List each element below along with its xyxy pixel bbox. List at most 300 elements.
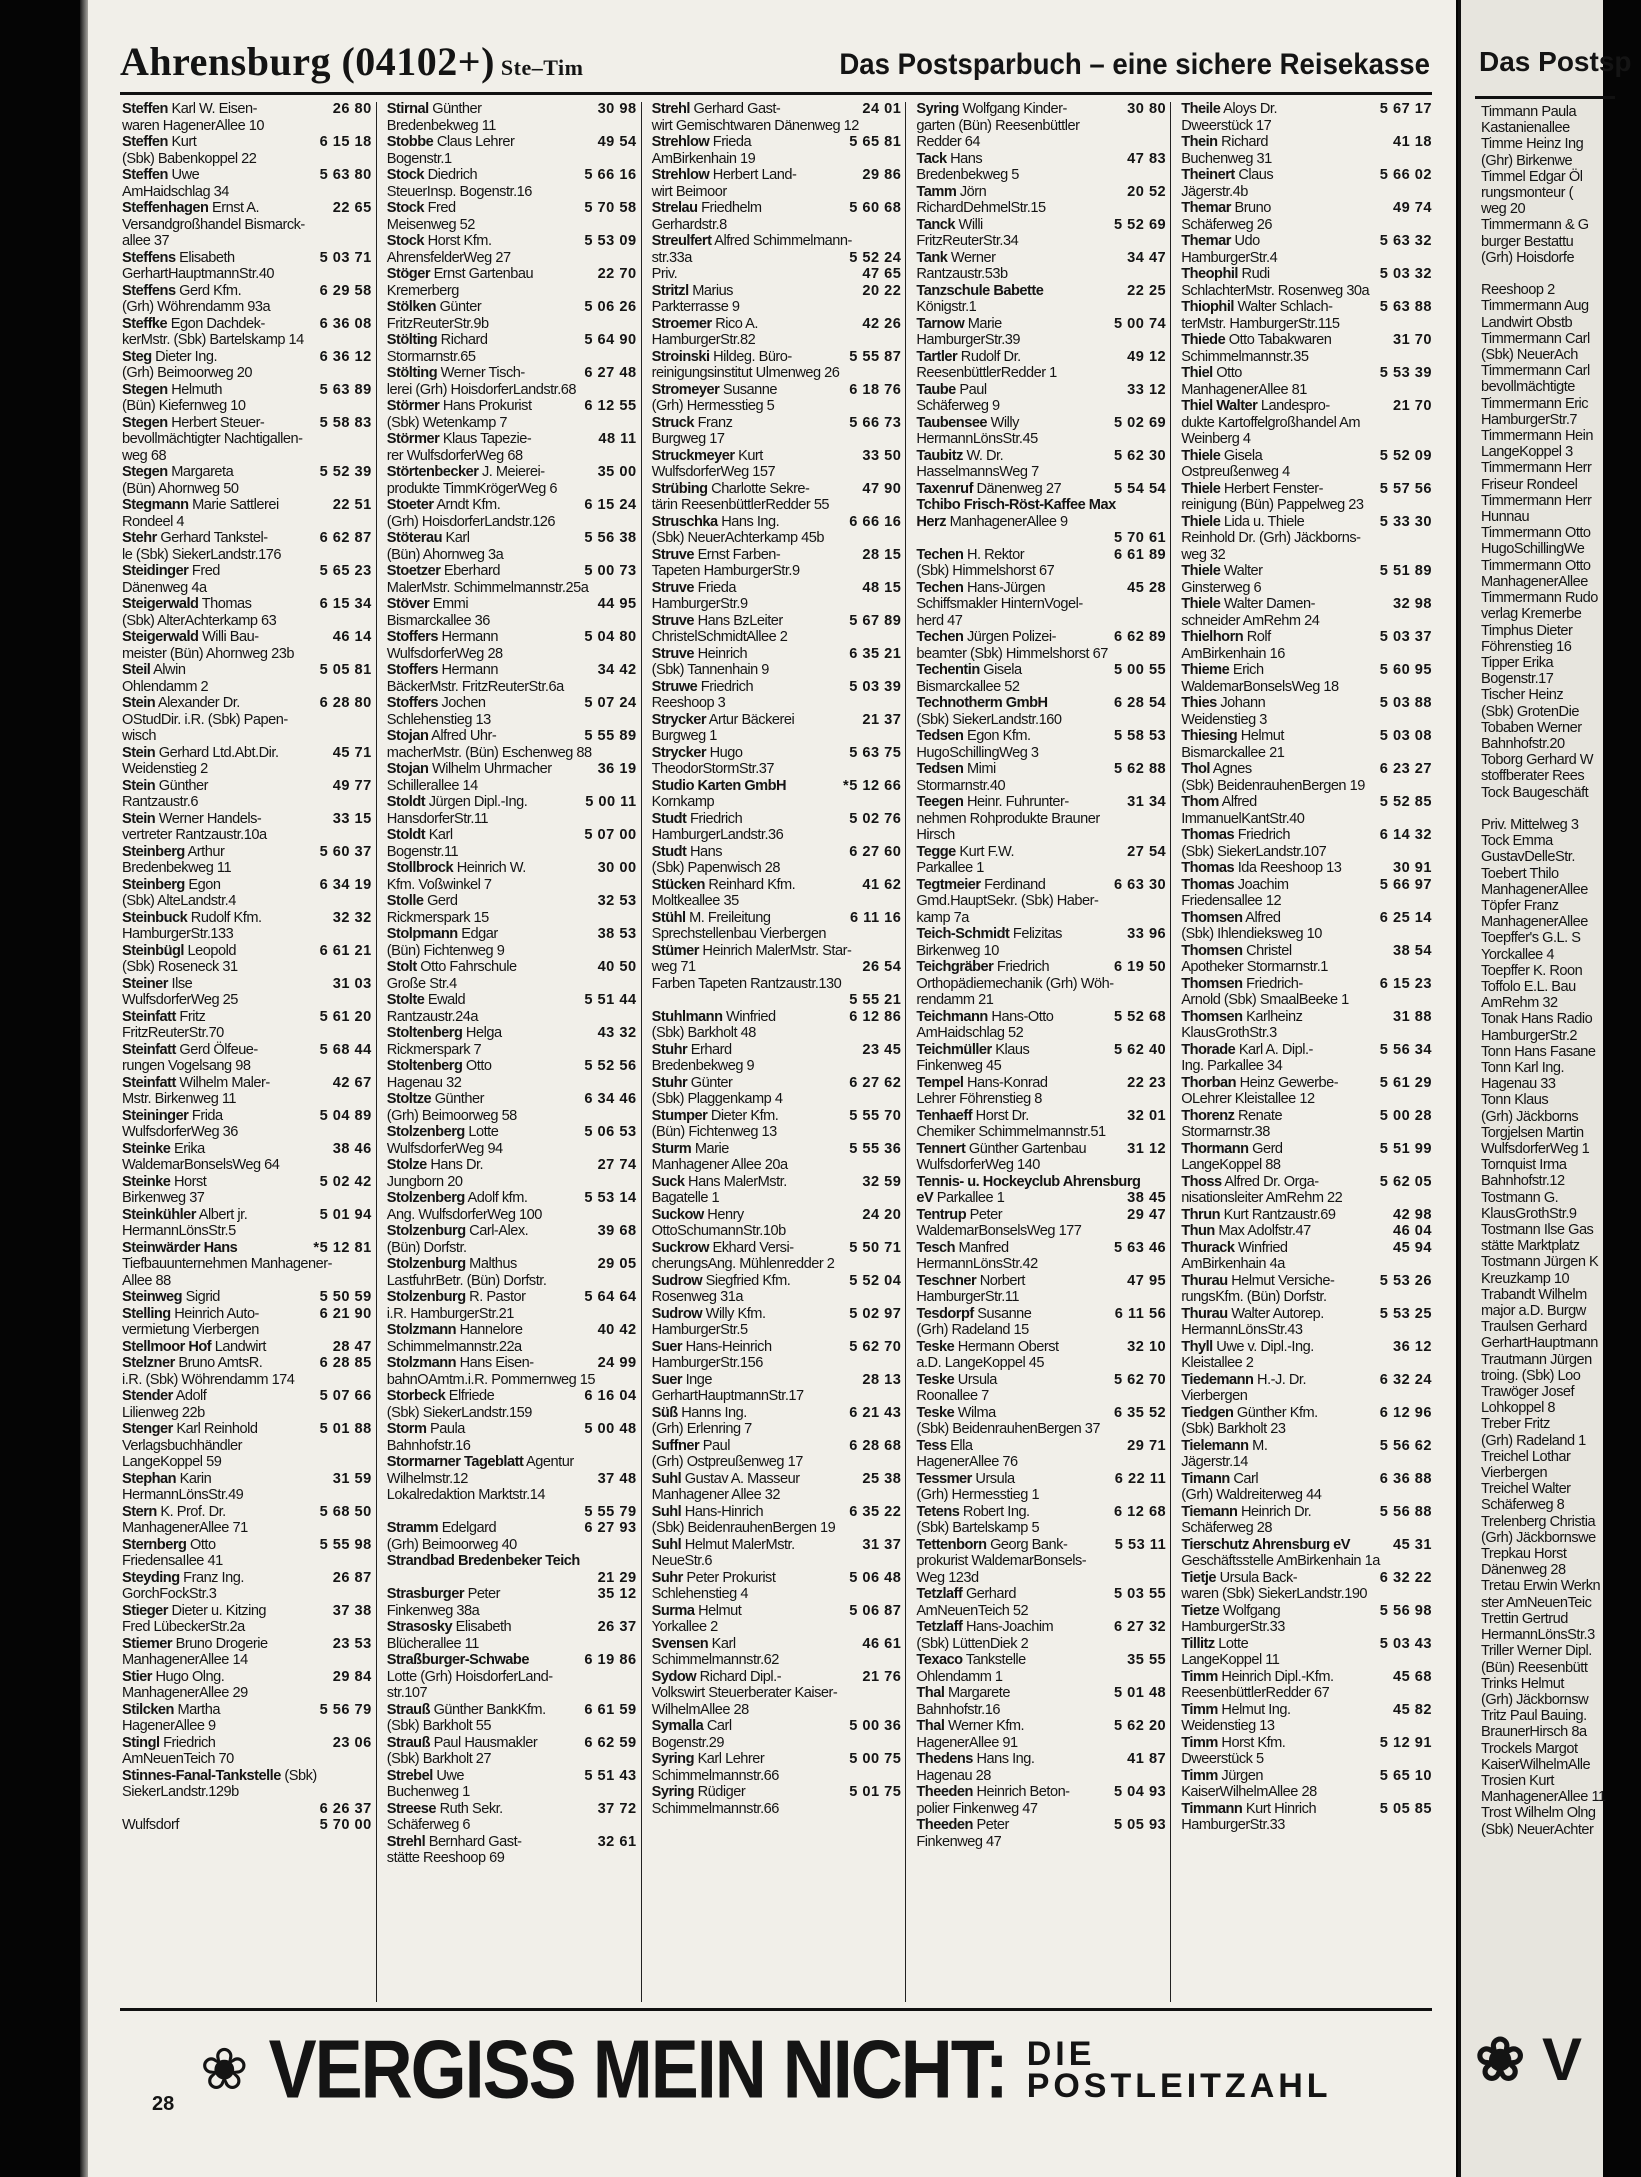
listing-entry <box>1181 1637 1432 1653</box>
entry-phone: 5 12 91 <box>1379 1734 1432 1751</box>
entry-text <box>122 977 327 993</box>
listing-entry <box>1181 1340 1432 1356</box>
listing-entry <box>1181 1554 1432 1570</box>
listing-entry <box>122 1323 372 1339</box>
entry-text <box>387 251 631 267</box>
entry-name: Suhl <box>651 1470 682 1487</box>
entry-phone: 29 05 <box>597 1256 637 1272</box>
entry-name: Sudrow <box>651 1305 703 1322</box>
entry-name: Surma <box>651 1602 695 1619</box>
entry-detail: Hanns Ing. <box>677 1404 747 1421</box>
adjacent-entry: Torgjelsen Martin <box>1481 1124 1584 1141</box>
entry-detail: HamburgerStr.5 <box>651 1322 748 1338</box>
entry-detail: AhrensfelderWeg 27 <box>386 249 511 266</box>
entry-detail: Norbert <box>976 1272 1025 1289</box>
entry-detail: AmNeuenTeich 52 <box>916 1602 1029 1619</box>
entry-phone: 5 03 88 <box>1379 695 1432 711</box>
entry-text <box>1181 1686 1426 1702</box>
entry-detail: ReesenbüttlerRedder 67 <box>1181 1685 1330 1701</box>
listing-entry <box>387 1620 637 1636</box>
listing-entry <box>122 465 372 481</box>
entry-text <box>122 284 314 300</box>
listing-entry <box>1181 1092 1432 1108</box>
entry-text <box>387 713 631 729</box>
page-header <box>120 30 1430 88</box>
listing-entry <box>387 201 637 217</box>
entry-text <box>652 449 857 465</box>
entry-text <box>1181 1439 1374 1455</box>
entry-detail: Hans Dr. <box>426 1157 484 1173</box>
adjacent-entry: ManhagenerAllee <box>1481 914 1588 931</box>
entry-detail: Farben Tapeten Rantzaustr.130 <box>651 975 842 992</box>
entry-name: Steinweg <box>122 1289 183 1305</box>
entry-detail: Kremerberg <box>386 282 459 299</box>
entry-name: Stöver <box>386 596 430 612</box>
entry-text <box>916 845 1121 861</box>
entry-detail: Helmut <box>1237 728 1284 744</box>
entry-text <box>652 1323 896 1339</box>
entry-phone: 24 99 <box>597 1355 637 1371</box>
entry-text <box>122 597 314 613</box>
entry-detail: (Sbk) AlteLandstr.4 <box>122 893 236 909</box>
entry-name: Stücken <box>651 876 705 893</box>
entry-text <box>652 1208 857 1224</box>
entry-text <box>652 1224 896 1240</box>
entry-text <box>122 1670 327 1686</box>
entry-text <box>1181 1092 1426 1108</box>
listing-entry <box>1181 1323 1432 1339</box>
entry-text <box>122 845 314 861</box>
listing-entry <box>652 762 902 778</box>
entry-detail: Jörn <box>956 183 987 200</box>
adjacent-entry: Traulsen Gerhard <box>1481 1319 1587 1336</box>
listing-entry <box>916 581 1166 597</box>
adjacent-entry: (Grh) Radeland 1 <box>1481 1432 1586 1449</box>
listing-entry <box>1181 1472 1432 1488</box>
entry-text <box>387 1109 631 1125</box>
listing-entry <box>387 1125 637 1141</box>
entry-phone: 38 45 <box>1127 1190 1167 1206</box>
listing-entry <box>652 1208 902 1224</box>
entry-detail: Ing. Parkallee 34 <box>1181 1058 1283 1074</box>
entry-phone: 32 10 <box>1127 1338 1167 1355</box>
entry-text <box>387 663 592 679</box>
listing-entry <box>122 1818 372 1834</box>
listing-entry <box>916 383 1166 399</box>
entry-detail: Helmut Versiche- <box>1227 1272 1335 1289</box>
entry-text <box>1181 1719 1426 1735</box>
listing-entry <box>1181 828 1432 844</box>
entry-detail: Hans <box>946 150 983 167</box>
listing-entry <box>387 185 637 201</box>
entry-detail: Günther <box>155 777 208 794</box>
entry-detail: Emmi <box>429 596 469 612</box>
entry-phone: 6 19 50 <box>1113 959 1167 975</box>
listing-entry <box>122 1109 372 1125</box>
listing-entry <box>387 1802 637 1818</box>
entry-phone: 5 62 20 <box>1113 1718 1167 1734</box>
entry-text <box>916 1274 1121 1290</box>
listing-entry <box>122 1142 372 1158</box>
entry-name: Stolpmann <box>386 926 458 942</box>
listing-entry <box>916 1455 1166 1471</box>
listing-entry <box>916 482 1166 498</box>
entry-text <box>652 1158 896 1174</box>
listing-entry <box>387 977 637 993</box>
entry-text <box>1181 515 1374 531</box>
entry-detail: Rüdiger <box>694 1784 746 1800</box>
listing-entry <box>1181 1224 1432 1240</box>
entry-detail: Lida u. Thiele <box>1220 513 1305 530</box>
listing-entry <box>916 1802 1166 1818</box>
listing-entry <box>122 1224 372 1240</box>
entry-detail: (Bün) Fichtenweg 9 <box>386 942 505 959</box>
adjacent-entry: Priv. Mittelweg 3 <box>1481 816 1579 833</box>
entry-text <box>387 1125 579 1141</box>
listing-entry <box>1181 317 1432 333</box>
listing-entry <box>387 1043 637 1059</box>
listing-entry <box>1181 515 1432 531</box>
entry-detail: Dänenweg 4a <box>122 579 207 596</box>
name-range: Ste–Tim <box>500 55 584 80</box>
entry-detail: Kleistallee 2 <box>1181 1355 1254 1371</box>
entry-text <box>1181 1142 1374 1158</box>
entry-text <box>916 1686 1108 1702</box>
listing-entry <box>122 614 372 630</box>
entry-text <box>652 1505 844 1521</box>
entry-text <box>916 1125 1160 1141</box>
entry-phone: 38 54 <box>1392 942 1432 959</box>
listing-entry <box>916 1670 1166 1686</box>
entry-name: Stroemer <box>651 315 712 332</box>
entry-detail: Stormarnstr.65 <box>386 348 476 365</box>
listing-entry <box>387 1686 637 1702</box>
entry-text <box>652 300 896 316</box>
entry-text <box>387 795 579 811</box>
entry-phone: 5 70 00 <box>319 1817 372 1833</box>
entry-phone: 5 00 74 <box>1113 315 1167 332</box>
entry-text <box>387 1703 579 1719</box>
entry-detail: Kfm. Voßwinkel 7 <box>386 876 492 893</box>
listing-entry <box>652 630 902 646</box>
entry-text <box>1181 1472 1374 1488</box>
listing-entry <box>1181 663 1432 679</box>
entry-text <box>916 894 1160 910</box>
entry-text <box>1181 861 1387 877</box>
entry-detail: i.R. HamburgerStr.21 <box>386 1305 514 1322</box>
entry-text <box>652 267 857 283</box>
entry-text <box>122 1422 314 1438</box>
entry-detail: Paul <box>699 1437 730 1454</box>
entry-text <box>122 515 366 531</box>
listing-entry <box>1181 218 1432 234</box>
listing-entry <box>1181 1455 1432 1471</box>
entry-detail: Schimmelmannstr.66 <box>651 1800 779 1817</box>
listing-entry <box>1181 1059 1432 1075</box>
entry-detail: Kurt Rantzaustr.69 <box>1220 1206 1336 1223</box>
listing-entry <box>387 1554 637 1570</box>
entry-name: Themar <box>1181 233 1231 249</box>
entry-text <box>387 1455 631 1471</box>
entry-phone: 25 38 <box>862 1470 902 1487</box>
listing-entry <box>652 1653 902 1669</box>
entry-text <box>652 1092 896 1108</box>
entry-text <box>387 333 579 349</box>
listing-entry <box>387 1439 637 1455</box>
entry-detail: Große Str.4 <box>386 975 457 992</box>
entry-text <box>387 1587 592 1603</box>
listing-entry <box>122 185 372 201</box>
entry-name: Struwe <box>651 678 698 695</box>
adjacent-entry: Trabandt Wilhelm <box>1481 1286 1587 1303</box>
entry-text <box>387 762 592 778</box>
adjacent-entry: Tostmann Ilse Gas <box>1481 1222 1594 1239</box>
entry-detail: Jägerstr.4b <box>1181 183 1248 200</box>
banner-line-2: POSTLEITZAHL <box>1026 2067 1332 2105</box>
listing-entry <box>1181 300 1432 316</box>
entry-phone: 33 50 <box>862 447 902 464</box>
listing-entry <box>1181 795 1432 811</box>
entry-name: Stiemer <box>122 1635 173 1652</box>
entry-text <box>122 1604 327 1620</box>
listing-entry <box>1181 1010 1432 1026</box>
entry-text <box>1181 1752 1426 1768</box>
listing-entry <box>122 383 372 399</box>
entry-detail: Marie <box>691 1140 729 1157</box>
entry-text <box>387 1191 579 1207</box>
entry-detail: Fred <box>424 200 456 216</box>
entry-phone: 6 28 68 <box>849 1437 902 1454</box>
listing-entry <box>122 779 372 795</box>
listing-entry <box>916 779 1166 795</box>
entry-detail: HamburgerStr.9 <box>651 596 748 612</box>
entry-name: Steigerwald <box>122 629 199 645</box>
entry-detail: Bredenbekweg 9 <box>651 1058 755 1074</box>
entry-detail: Horst <box>170 1173 207 1190</box>
entry-phone: 28 15 <box>862 546 902 563</box>
entry-detail: Heinrich MalerMstr. Star- <box>698 942 852 959</box>
entry-text <box>122 581 366 597</box>
entry-text <box>1181 1455 1426 1471</box>
entry-name: Techen <box>916 629 964 645</box>
entry-name: Storm <box>386 1421 427 1437</box>
entry-phone: 6 35 22 <box>849 1503 902 1520</box>
entry-detail: Heinr. Fuhrunter- <box>963 794 1069 810</box>
entry-detail: Winfried <box>722 1008 776 1025</box>
listing-entry <box>652 1472 902 1488</box>
adjacent-entry: ManhagenerAllee <box>1481 881 1588 898</box>
listing-entry <box>122 845 372 861</box>
entry-phone: 29 86 <box>862 167 902 183</box>
entry-text <box>916 1241 1108 1257</box>
listing-entry <box>122 135 372 151</box>
entry-name: Thiele <box>1181 447 1221 464</box>
entry-text <box>916 152 1121 168</box>
entry-name: Tesdorpf <box>916 1305 974 1322</box>
entry-name: Tartler <box>916 348 958 365</box>
page-number: 28 <box>152 2093 175 2115</box>
entry-detail: Hans-Jürgen <box>963 579 1046 596</box>
listing-entry <box>1181 878 1432 894</box>
entry-name: Suckow <box>651 1206 704 1223</box>
entry-text <box>916 779 1160 795</box>
entry-text <box>916 1703 1160 1719</box>
entry-text <box>122 383 314 399</box>
entry-name: Steffen <box>122 101 168 117</box>
entry-detail: Helga <box>462 1025 502 1041</box>
listing-entry <box>387 845 637 861</box>
entry-text <box>652 465 896 481</box>
entry-text <box>916 432 1160 448</box>
entry-detail: Gerhard Gast- <box>689 101 781 117</box>
entry-text <box>387 1142 631 1158</box>
listing-entry <box>652 1736 902 1752</box>
listing-entry <box>1181 1818 1432 1834</box>
entry-detail: Hannelore <box>456 1322 523 1338</box>
entry-text <box>652 1521 896 1537</box>
entry-phone: 6 28 54 <box>1113 695 1167 711</box>
listing-entry <box>1181 762 1432 778</box>
entry-detail: Johann <box>1216 695 1266 711</box>
entry-detail: Bismarckallee 21 <box>1181 744 1285 761</box>
entry-phone: 5 63 46 <box>1113 1239 1167 1256</box>
entry-text <box>652 102 857 118</box>
entry-detail: Dweerstück 5 <box>1181 1751 1264 1767</box>
entry-text <box>652 333 896 349</box>
listing-entry <box>652 1175 902 1191</box>
entry-name: Stoffers <box>386 629 438 645</box>
listing-entry <box>1181 680 1432 696</box>
entry-detail: HamburgerStr.33 <box>1181 1619 1285 1635</box>
entry-text <box>652 366 896 382</box>
entry-name: Stollbrock <box>386 860 454 876</box>
listing-entry <box>652 1109 902 1125</box>
listing-entry <box>1181 416 1432 432</box>
listing-entry <box>122 333 372 349</box>
entry-detail: Walter <box>1220 563 1263 579</box>
entry-text <box>387 1208 631 1224</box>
listing-entry <box>122 102 372 118</box>
listing-entry <box>916 1158 1166 1174</box>
entry-text <box>1181 1571 1374 1587</box>
entry-phone: 6 28 80 <box>319 695 372 711</box>
entry-phone: 20 22 <box>862 282 902 299</box>
entry-phone: 6 32 22 <box>1379 1569 1432 1586</box>
entry-name: Stojan <box>386 761 429 777</box>
entry-name: Theile <box>1181 101 1221 117</box>
entry-name: Syring <box>916 101 959 117</box>
listing-entry <box>1181 1521 1432 1537</box>
entry-text <box>1181 1637 1374 1653</box>
entry-name: Thomsen <box>1181 942 1243 959</box>
entry-detail: Hirsch <box>916 827 955 843</box>
entry-phone: 6 27 32 <box>1113 1619 1167 1635</box>
entry-phone: 5 01 88 <box>319 1421 372 1437</box>
entry-detail: Willy Kfm. <box>702 1305 766 1322</box>
listing-entry <box>122 993 372 1009</box>
adjacent-entry: BraunerHirsch 8a <box>1481 1724 1587 1741</box>
entry-text <box>916 515 1160 531</box>
listing-entry <box>122 482 372 498</box>
listing-entry <box>122 696 372 712</box>
entry-detail: Buchenweg 31 <box>1181 150 1272 167</box>
entry-text <box>1181 1109 1374 1125</box>
entry-name: Stormarner Tageblatt <box>386 1454 524 1470</box>
entry-phone: 5 63 80 <box>319 167 372 183</box>
entry-text <box>387 1439 631 1455</box>
entry-detail: Günther Kfm. <box>1233 1404 1318 1421</box>
entry-detail: Wilhelmstr.12 <box>386 1470 468 1487</box>
entry-detail: Erhard <box>687 1041 732 1058</box>
listing-entry <box>652 515 902 531</box>
listing-entry <box>387 449 637 465</box>
listing-entry <box>916 977 1166 993</box>
entry-detail: Jochen <box>437 695 486 711</box>
entry-phone: 48 11 <box>598 431 637 447</box>
listing-entry <box>916 1472 1166 1488</box>
adjacent-entry: Trepkau Horst <box>1481 1546 1567 1563</box>
entry-detail: (Grh) Waldreiterweg 44 <box>1181 1487 1322 1503</box>
entry-text <box>916 1191 1121 1207</box>
listing-entry <box>122 1043 372 1059</box>
adjacent-entry: major a.D. Burgw <box>1481 1303 1586 1320</box>
entry-phone: 5 52 24 <box>849 249 902 266</box>
entry-detail: Friedhelm <box>697 200 762 216</box>
listing-entry <box>387 366 637 382</box>
adjacent-entry: Tonn Klaus <box>1481 1092 1549 1109</box>
listing-entry <box>1181 845 1432 861</box>
entry-name: Stölting <box>386 365 438 381</box>
adjacent-entry: Tobaben Werner <box>1481 719 1582 736</box>
entry-phone: 45 82 <box>1392 1701 1432 1718</box>
listing-entry <box>652 152 902 168</box>
entry-text <box>916 1307 1108 1323</box>
entry-text <box>122 1455 366 1471</box>
entry-detail: (Sbk) <box>280 1767 317 1784</box>
entry-detail: Chemiker Schimmelmannstr.51 <box>916 1124 1106 1140</box>
adjacent-entry: Treichel Walter <box>1481 1481 1571 1498</box>
entry-text <box>387 927 592 943</box>
entry-phone: 6 36 88 <box>1379 1470 1432 1487</box>
adjacent-entry: Timmel Edgar Öl <box>1481 168 1583 185</box>
listing-entry <box>652 1422 902 1438</box>
entry-phone: 29 47 <box>1127 1206 1167 1223</box>
entry-text <box>122 1026 366 1042</box>
entry-name: Stegen <box>122 414 168 431</box>
entry-detail: Ostpreußenweg 4 <box>1181 464 1290 480</box>
entry-name: Tanck <box>916 216 955 233</box>
entry-phone: 6 11 56 <box>1114 1305 1167 1322</box>
entry-phone: 5 63 75 <box>849 744 902 761</box>
entry-detail: Artur Bäckerei <box>706 711 795 728</box>
listing-entry <box>387 1604 637 1620</box>
entry-text <box>652 894 896 910</box>
entry-phone: 5 68 44 <box>319 1041 372 1058</box>
adjacent-entry: GustavDelleStr. <box>1481 849 1575 866</box>
entry-detail: Alwin <box>150 662 186 678</box>
listing-entry <box>122 1472 372 1488</box>
adjacent-entry: Timmermann Carl <box>1481 363 1590 380</box>
entry-text <box>652 515 844 531</box>
entry-detail: HasselmannsWeg 7 <box>916 464 1039 480</box>
entry-text <box>1181 696 1374 712</box>
listing-entry <box>916 185 1166 201</box>
entry-detail: Rantzaustr.24a <box>386 1008 478 1025</box>
entry-text <box>1181 680 1426 696</box>
entry-text <box>387 449 631 465</box>
entry-detail: Reinhard Kfm. <box>704 876 796 893</box>
entry-phone: 6 18 76 <box>849 381 902 398</box>
